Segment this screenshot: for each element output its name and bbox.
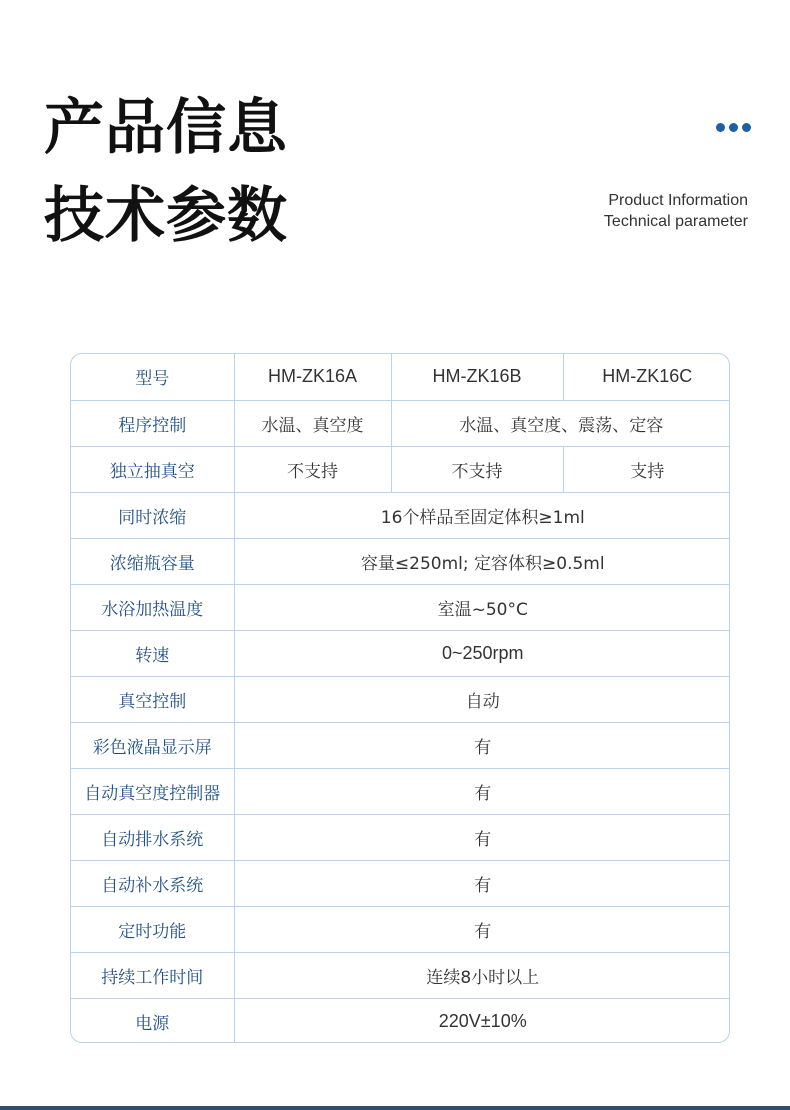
table-row-timer (71, 906, 730, 952)
value-cell: 220V±10% (438, 1010, 527, 1031)
bottom-divider (0, 1106, 790, 1110)
row-label: 自动排水系统 (71, 814, 234, 860)
dot-icon (716, 123, 725, 132)
value-cell: 自动 (234, 676, 730, 722)
value-cell: 有 (234, 768, 730, 814)
table-row-speed (71, 630, 730, 676)
table-row-vacuum-control (71, 676, 730, 722)
table-row-water-bath-temp (71, 584, 730, 630)
value-cell: 有 (234, 860, 730, 906)
dot-icon (742, 123, 751, 132)
table-row-auto-vacuum-controller (71, 768, 730, 814)
value-cell: 不支持 (234, 446, 391, 492)
dot-icon (729, 123, 738, 132)
row-label: 真空控制 (71, 676, 234, 722)
value-cell: 不支持 (391, 446, 563, 492)
row-label: 定时功能 (71, 906, 234, 952)
value-cell: 有 (234, 722, 730, 768)
subtitle-product-information: Product Information (608, 192, 748, 209)
row-label: 型号 (71, 354, 234, 400)
row-label: 自动补水系统 (71, 860, 234, 906)
value-cell: 有 (234, 906, 730, 952)
value-cell: 有 (234, 814, 730, 860)
page-title-technical-parameters: 技术参数 (44, 181, 288, 251)
value-cell: 容量≤250ml; 定容体积≥0.5ml (234, 538, 730, 584)
table-row-auto-refill (71, 860, 730, 906)
table-row-model (71, 354, 730, 400)
value-cell: 0~250rpm (234, 630, 730, 676)
table-row-continuous-work (71, 952, 730, 998)
row-label: 电源 (71, 998, 234, 1043)
page-title-product-info: 产品信息 (44, 93, 288, 163)
table-row-bottle-capacity (71, 538, 730, 584)
value-cell: 水温、真空度 (234, 400, 391, 446)
row-label: 水浴加热温度 (71, 584, 234, 630)
model-c-cell: HM-ZK16C (563, 354, 730, 400)
spec-table (70, 353, 730, 1043)
subtitle-technical-parameter: Technical parameter (603, 213, 748, 230)
value-cell: 16个样品至固定体积≥1ml (234, 492, 730, 538)
value-cell: 室温~50°C (234, 584, 730, 630)
table-row-lcd-display (71, 722, 730, 768)
row-label: 浓缩瓶容量 (71, 538, 234, 584)
row-label: 同时浓缩 (71, 492, 234, 538)
table-row-simultaneous-concentration (71, 492, 730, 538)
row-label: 自动真空度控制器 (71, 768, 234, 814)
model-b-cell: HM-ZK16B (391, 354, 563, 400)
value-cell: 连续8小时以上 (234, 952, 730, 998)
row-label: 独立抽真空 (71, 446, 234, 492)
more-dots-icon (716, 123, 751, 132)
row-label: 彩色液晶显示屏 (71, 722, 234, 768)
table-row-power (71, 998, 730, 1043)
table-row-auto-drain (71, 814, 730, 860)
value-cell: 支持 (563, 446, 730, 492)
row-label: 转速 (71, 630, 234, 676)
row-label: 程序控制 (71, 400, 234, 446)
value-cell: 水温、真空度、震荡、定容 (391, 400, 730, 446)
table-row-program-control (71, 400, 730, 446)
row-label: 持续工作时间 (71, 952, 234, 998)
model-a-cell: HM-ZK16A (234, 354, 391, 400)
table-row-independent-vacuum (71, 446, 730, 492)
